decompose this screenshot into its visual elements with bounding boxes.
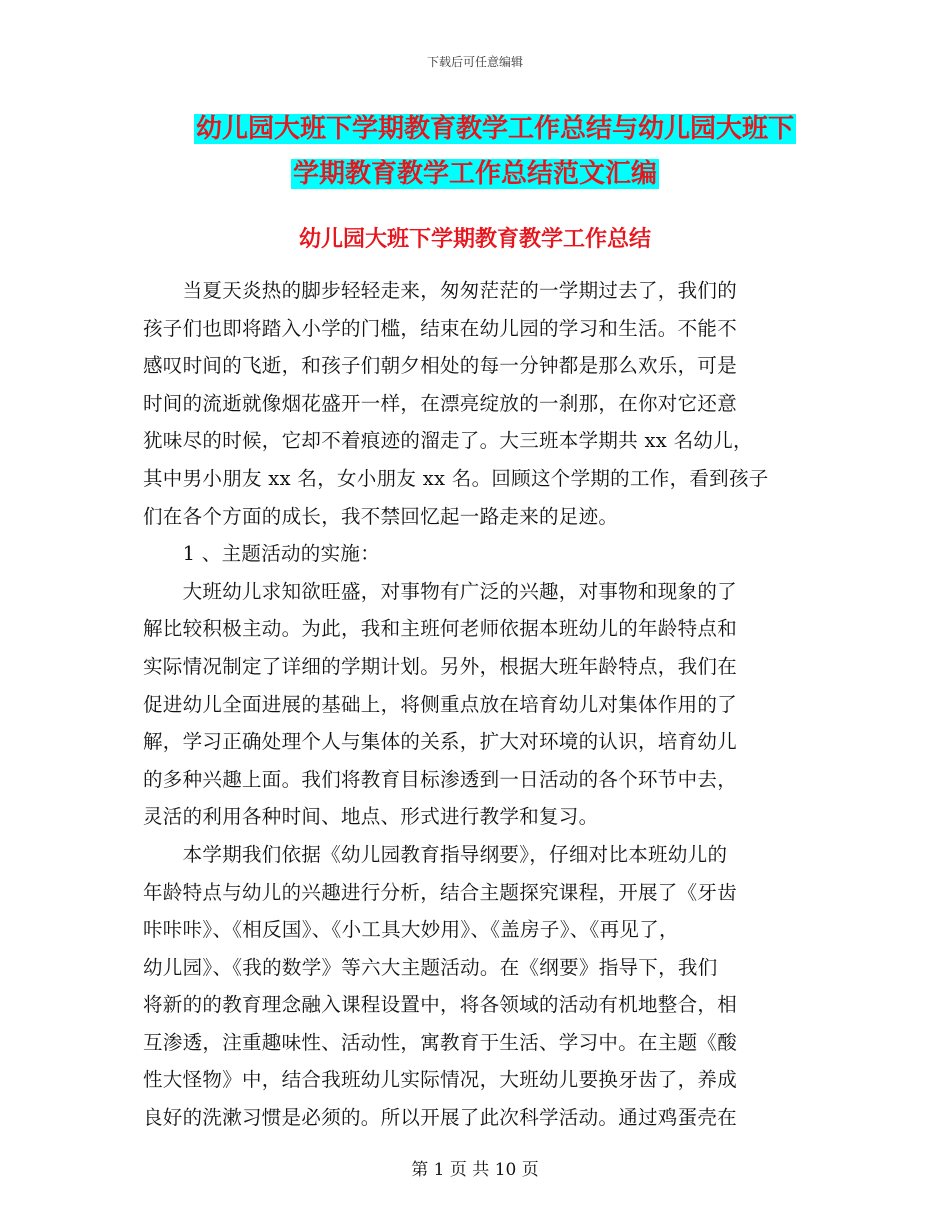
body-line: 灵活的利用各种时间、地点、形式进行教学和复习。 bbox=[143, 805, 599, 829]
body-line: 促进幼儿全面进展的基础上，将侧重点放在培育幼儿对集体作用的了 bbox=[143, 692, 738, 716]
body-line: 将新的的教育理念融入课程设置中，将各领域的活动有机地整合，相 bbox=[143, 993, 738, 1017]
body-line: 们在各个方面的成长，我不禁回忆起一路走来的足迹。 bbox=[143, 504, 619, 528]
body-line: 时间的流逝就像烟花盛开一样，在漂亮绽放的一刹那，在你对它还意 bbox=[143, 391, 738, 415]
body-line: 咔咔咔》、《相反国》、《小工具大妙用》、《盖房子》、《再见了， bbox=[143, 918, 679, 942]
body-line: 当夏天炎热的脚步轻轻走来，匆匆茫茫的一学期过去了，我们的 bbox=[143, 279, 738, 302]
body-line: 感叹时间的飞逝，和孩子们朝夕相处的每一分钟都是那么欢乐，可是 bbox=[143, 354, 738, 378]
section-heading: 幼儿园大班下学期教育教学工作总结 bbox=[298, 227, 651, 252]
body-line: 互渗透，注重趣味性、活动性，寓教育于生活、学习中。在主题《酸 bbox=[143, 1030, 738, 1054]
body-line: 的多种兴趣上面。我们将教育目标渗透到一日活动的各个环节中去， bbox=[143, 767, 738, 791]
body-line: 孩子们也即将踏入小学的门槛，结束在幼儿园的学习和生活。不能不 bbox=[143, 316, 738, 340]
body-line: 解比较积极主动。为此，我和主班何老师依据本班幼儿的年龄特点和 bbox=[143, 617, 738, 641]
document-title-line-1 bbox=[0, 112, 950, 146]
body-line: 实际情况制定了详细的学期计划。另外，根据大班年龄特点，我们在 bbox=[143, 654, 738, 678]
body-line: 大班幼儿求知欲旺盛，对事物有广泛的兴趣，对事物和现象的了 bbox=[143, 579, 738, 603]
document-title-text-1: 幼儿园大班下学期教育教学工作总结与幼儿园大班下 bbox=[195, 114, 794, 144]
body-line: 1 、主题活动的实施： bbox=[143, 542, 381, 566]
body-line: 解，学习正确处理个人与集体的关系，扩大对环境的认识，培育幼儿 bbox=[143, 730, 738, 754]
body-line: 其中男小朋友 xx 名，女小朋友 xx 名。回顾这个学期的工作，看到孩子 bbox=[143, 466, 769, 490]
body-text bbox=[143, 272, 803, 1137]
body-line: 良好的洗漱习惯是必须的。所以开展了此次科学活动。通过鸡蛋壳在 bbox=[143, 1106, 738, 1130]
body-line: 犹味尽的时候，它却不着痕迹的溜走了。大三班本学期共 xx 名幼儿， bbox=[143, 429, 753, 453]
page-footer: 第 1 页 共 10 页 bbox=[411, 1160, 539, 1180]
body-line: 本学期我们依据《幼儿园教育指导纲要》，仔细对比本班幼儿的 bbox=[143, 842, 728, 866]
body-line: 性大怪物》中，结合我班幼儿实际情况，大班幼儿要换牙齿了，养成 bbox=[143, 1068, 738, 1092]
document-title-text-2: 学期教育教学工作总结范文汇编 bbox=[292, 159, 657, 189]
body-line: 年龄特点与幼儿的兴趣进行分析，结合主题探究课程，开展了《牙齿 bbox=[143, 880, 738, 904]
document-title-line-2 bbox=[0, 157, 950, 191]
body-line: 幼儿园》、《我的数学》等六大主题活动。在《纲要》指导下，我们 bbox=[143, 955, 718, 979]
header-note: 下载后可任意编辑 bbox=[426, 55, 523, 69]
